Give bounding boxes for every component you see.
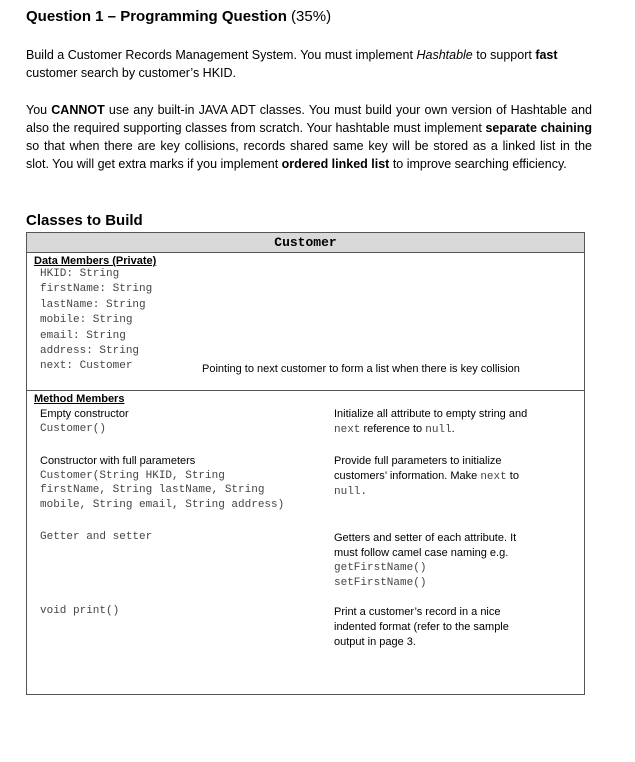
print-desc-line-3: output in page 3. [334,636,416,648]
data-member: address: String [40,344,140,357]
print-method-signature: void print() [40,605,120,617]
data-members-label: Data Members (Private) [34,255,157,267]
full-desc-line-3: null. [334,486,368,498]
print-desc-line-2: indented format (refer to the sample [334,621,509,633]
data-member: mobile: String [40,314,133,327]
empty-desc-line-1: Initialize all attribute to empty string and [334,408,528,420]
empty-constructor-cell [40,407,129,436]
full-constructor-sig-line: firstName, String lastName, String [40,484,265,496]
p1-text-1: Build a Customer Records Management System. You must implement [26,48,417,62]
code-next: next [334,424,361,436]
method-members-label: Method Members [34,393,125,405]
full-desc-line-1: Provide full parameters to initialize [334,455,502,467]
getter-setter-cell [40,530,152,545]
empty-desc-text: reference to [360,423,426,435]
getset-desc-line-4: setFirstName() [334,577,427,589]
p2-text-3: so that when there are key collisions, records shared same key will be stored as a linked list in the slot. You will get extra marks if you implement [26,139,592,171]
p1-italic-hashtable: Hashtable [416,48,473,62]
data-members-list [40,267,152,375]
intro-paragraph-2 [26,101,592,173]
data-member: firstName: String [40,283,153,296]
empty-constructor-signature: Customer() [40,422,107,435]
getter-setter-signature: Getter and setter [40,531,153,543]
print-method-cell [40,604,119,619]
full-constructor-description [334,454,564,500]
question-marks: (35%) [291,8,332,25]
print-desc-line-1: Print a customer’s record in a nice [334,606,501,618]
empty-desc-end: . [451,423,455,435]
getter-setter-description [334,531,564,591]
data-member: HKID: String [40,268,120,280]
full-desc-text: customers’ information. Make [334,470,481,482]
section-divider [27,390,584,391]
p2-bold-cannot: CANNOT [51,103,105,117]
print-method-description [334,605,564,650]
empty-desc-line-2 [334,422,564,438]
p2-text-4: to improve searching efficiency. [389,157,567,171]
code-next: next [480,471,507,483]
p2-text-1: You [26,103,52,117]
class-name-header: Customer [27,233,584,253]
data-member: email: String [40,329,126,342]
getset-desc-line-2: must follow camel case naming e.g. [334,547,509,559]
full-desc-line-2 [334,469,564,485]
full-constructor-sig-line: Customer(String HKID, String [40,469,225,482]
p1-text-3: customer search by customer’s HKID. [26,66,237,80]
data-member: next: Customer [40,360,133,373]
p2-bold-ordered-linked-list: ordered linked list [281,157,390,171]
customer-class-box [26,232,585,695]
data-member: lastName: String [40,298,146,311]
getset-desc-line-1: Getters and setter of each attribute. It [334,532,517,544]
full-desc-end: to [506,470,519,482]
full-constructor-label: Constructor with full parameters [40,455,196,467]
code-null: null [425,424,452,436]
getset-desc-line-3: getFirstName() [334,562,427,574]
intro-paragraph-1 [26,46,592,82]
classes-heading: Classes to Build [26,212,143,229]
question-title-text: Question 1 – Programming Question [26,8,287,25]
full-constructor-sig-line: mobile, String email, String address) [40,498,285,511]
next-pointer-note: Pointing to next customer to form a list when there is key collision [202,363,520,375]
p1-bold-fast: fast [535,48,558,62]
full-constructor-cell [40,454,284,512]
empty-constructor-description [334,407,564,438]
p2-text-2: use any built-in JAVA ADT classes. You must build your own version of Hashtable and also the required supporting classes from scratch. Your hashtable must implement [26,103,592,135]
p1-text-2: to support [472,48,536,62]
question-title [26,8,331,25]
empty-constructor-label: Empty constructor [40,408,129,420]
p2-bold-separate-chaining: separate chaining [485,121,592,135]
